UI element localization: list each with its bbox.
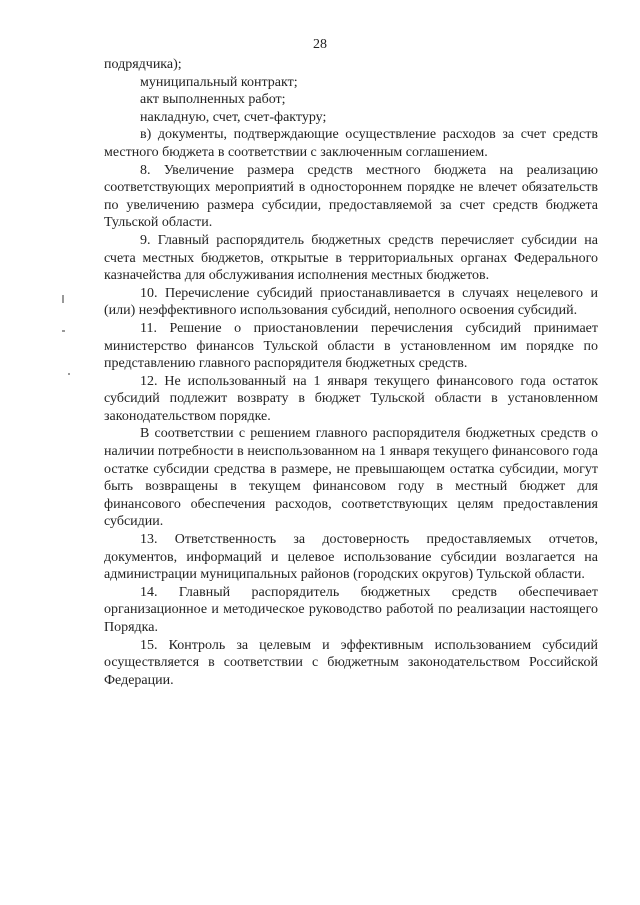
paragraph: 14. Главный распорядитель бюджетных средств обеспечивает организационное и методическое руководство работой по реализации настоящего Порядка. bbox=[104, 584, 598, 635]
paragraph: 10. Перечисление субсидий приостанавливается в случаях нецелевого и (или) неэффективного использования субсидий, неполного освоения субсидий. bbox=[104, 285, 598, 319]
paragraph: 15. Контроль за целевым и эффективным использованием субсидий осуществляется в соответствии с бюджетным законодательством Российской Федерации. bbox=[104, 637, 598, 688]
page-number: 28 bbox=[313, 37, 327, 52]
paragraph: В соответствии с решением главного распорядителя бюджетных средств о наличии потребности в неиспользованном на 1 января текущего финансового года остатке субсидии средства в размере, не превышающем остатка субсидии, могут быть возвращены в текущем финансовом году в местный бюджет для финансового обеспечения расходов, соответствующих целям предоставления субсидии. bbox=[104, 426, 598, 530]
paragraph: подрядчика); bbox=[104, 57, 182, 72]
document-body bbox=[104, 56, 598, 689]
paragraph: 13. Ответственность за достоверность предоставляемых отчетов, документов, информаций и целевое использование субсидии возлагается на администрации муниципальных районов (городских округов) Тульской области. bbox=[104, 532, 598, 583]
list-item: муниципальный контракт; bbox=[140, 74, 298, 90]
paragraph: 11. Решение о приостановлении перечисления субсидий принимает министерство финансов Тульской области в установленном им порядке по представлению главного распорядителя бюджетных средств. bbox=[104, 320, 598, 372]
list-item: накладную, счет, счет-фактуру; bbox=[140, 109, 327, 125]
paragraph: в) документы, подтверждающие осуществление расходов за счет средств местного бюджета в соответствии с заключенным соглашением. bbox=[104, 127, 598, 160]
paragraph: 12. Не использованный на 1 января текущего финансового года остаток субсидий подлежит возврату в бюджет Тульской области в установленном законодательством порядке. bbox=[104, 373, 598, 424]
scan-mark bbox=[68, 373, 70, 375]
scan-mark bbox=[62, 295, 64, 303]
paragraph: 9. Главный распорядитель бюджетных средств перечисляет субсидии на счета местных бюджетов, открытые в территориальных органах Федерального казначейства для обслуживания исполнения местных бюджетов. bbox=[104, 232, 598, 284]
paragraph: 8. Увеличение размера средств местного бюджета на реализацию соответствующих мероприятий в одностороннем порядке не влечет обязательств по увеличению размера субсидии, предоставляемой за счет средств бюджета Тульской области. bbox=[104, 162, 598, 231]
list-item: акт выполненных работ; bbox=[140, 92, 286, 108]
scan-mark bbox=[62, 330, 65, 332]
